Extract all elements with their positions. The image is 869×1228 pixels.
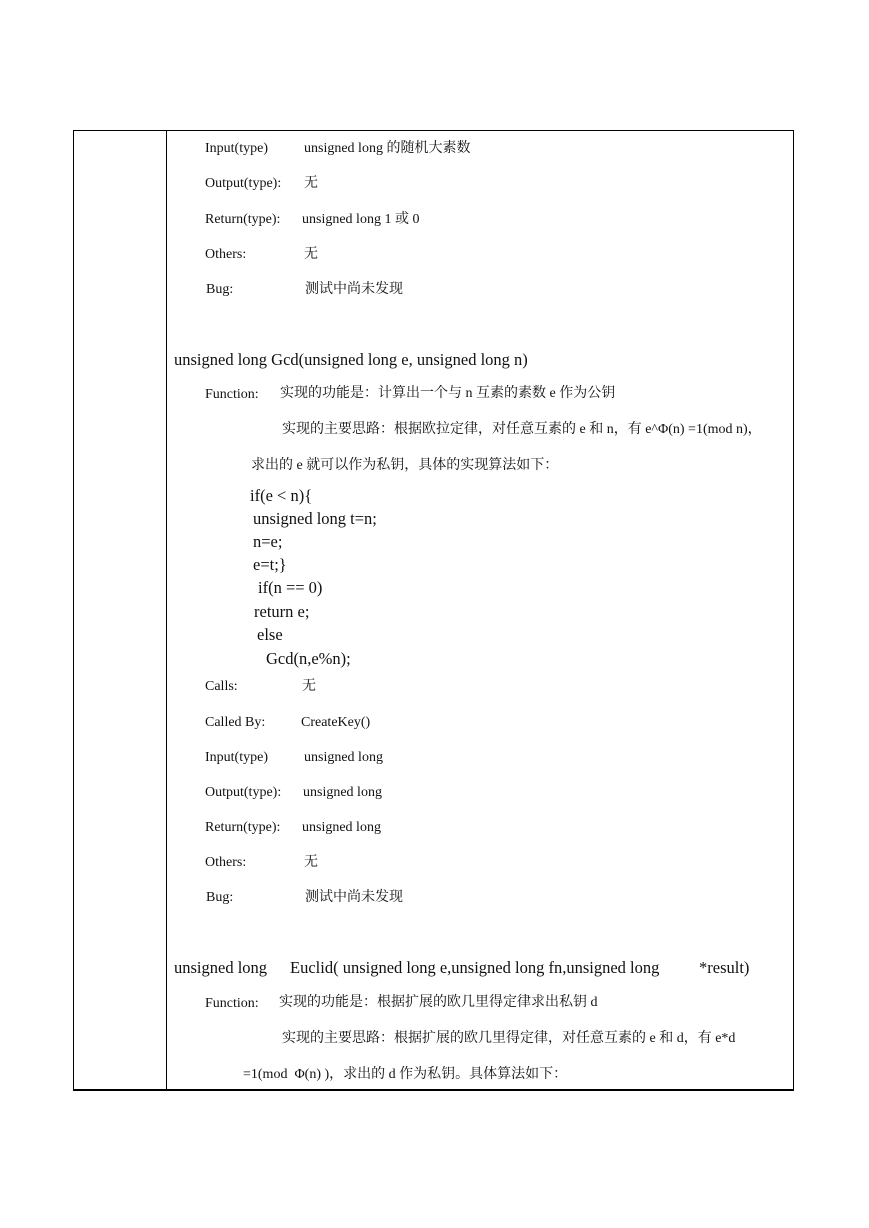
code-line: if(n == 0) (258, 578, 323, 597)
gcd-bug-value: 测试中尚未发现 (305, 890, 403, 905)
euclid-signature-part2: Euclid( unsigned long e,unsigned long fn,unsigned long (290, 958, 660, 977)
gcd-others-label: Others: (205, 855, 247, 870)
gcd-idea-line1: 实现的主要思路：根据欧拉定律，对任意互素的 e 和 n，有 e^Φ(n) =1(mod n)， (282, 422, 762, 437)
code-line: unsigned long t=n; (253, 509, 377, 528)
input-label: Input(type) (205, 141, 268, 156)
gcd-function-value: 实现的功能是：计算出一个与 n 互素的素数 e 作为公钥 (280, 386, 616, 401)
euclid-idea-line2: =1(mod Φ(n) )，求出的 d 作为私钥。具体算法如下： (243, 1067, 568, 1082)
output-value: 无 (304, 176, 318, 191)
euclid-function-value: 实现的功能是：根据扩展的欧几里得定律求出私钥 d (279, 995, 598, 1010)
euclid-function-label: Function: (205, 996, 259, 1011)
bug-label: Bug: (206, 282, 234, 297)
output-label: Output(type): (205, 176, 282, 191)
calledby-value: CreateKey() (301, 715, 371, 730)
gcd-input-label: Input(type) (205, 750, 268, 765)
euclid-signature-part3: *result) (699, 958, 750, 977)
code-line: n=e; (253, 532, 283, 551)
gcd-return-label: Return(type): (205, 820, 281, 835)
euclid-idea-line1: 实现的主要思路：根据扩展的欧几里得定律，对任意互素的 e 和 d，有 e*d (282, 1031, 736, 1046)
gcd-function-label: Function: (205, 387, 259, 402)
gcd-input-value: unsigned long (304, 750, 383, 765)
euclid-signature-part1: unsigned long (174, 958, 268, 977)
calls-label: Calls: (205, 679, 238, 694)
return-value: unsigned long 1 或 0 (302, 212, 420, 227)
column-divider (166, 131, 167, 1089)
others-label: Others: (205, 247, 247, 262)
return-label: Return(type): (205, 212, 281, 227)
code-line: return e; (254, 602, 310, 621)
gcd-output-label: Output(type): (205, 785, 282, 800)
gcd-others-value: 无 (304, 855, 318, 870)
gcd-return-value: unsigned long (302, 820, 381, 835)
calls-value: 无 (302, 679, 316, 694)
calledby-label: Called By: (205, 715, 266, 730)
code-line: Gcd(n,e%n); (266, 649, 351, 668)
gcd-output-value: unsigned long (303, 785, 382, 800)
document-table (73, 130, 794, 1091)
code-line: e=t;} (253, 555, 287, 574)
bug-value: 测试中尚未发现 (305, 282, 403, 297)
code-line: else (257, 625, 283, 644)
gcd-idea-line2: 求出的 e 就可以作为私钥，具体的实现算法如下： (251, 458, 559, 473)
others-value: 无 (304, 247, 318, 262)
code-line: if(e < n){ (250, 486, 313, 505)
gcd-bug-label: Bug: (206, 890, 234, 905)
gcd-signature: unsigned long Gcd(unsigned long e, unsigned long n) (174, 350, 528, 369)
input-value: unsigned long 的随机大素数 (304, 141, 471, 156)
